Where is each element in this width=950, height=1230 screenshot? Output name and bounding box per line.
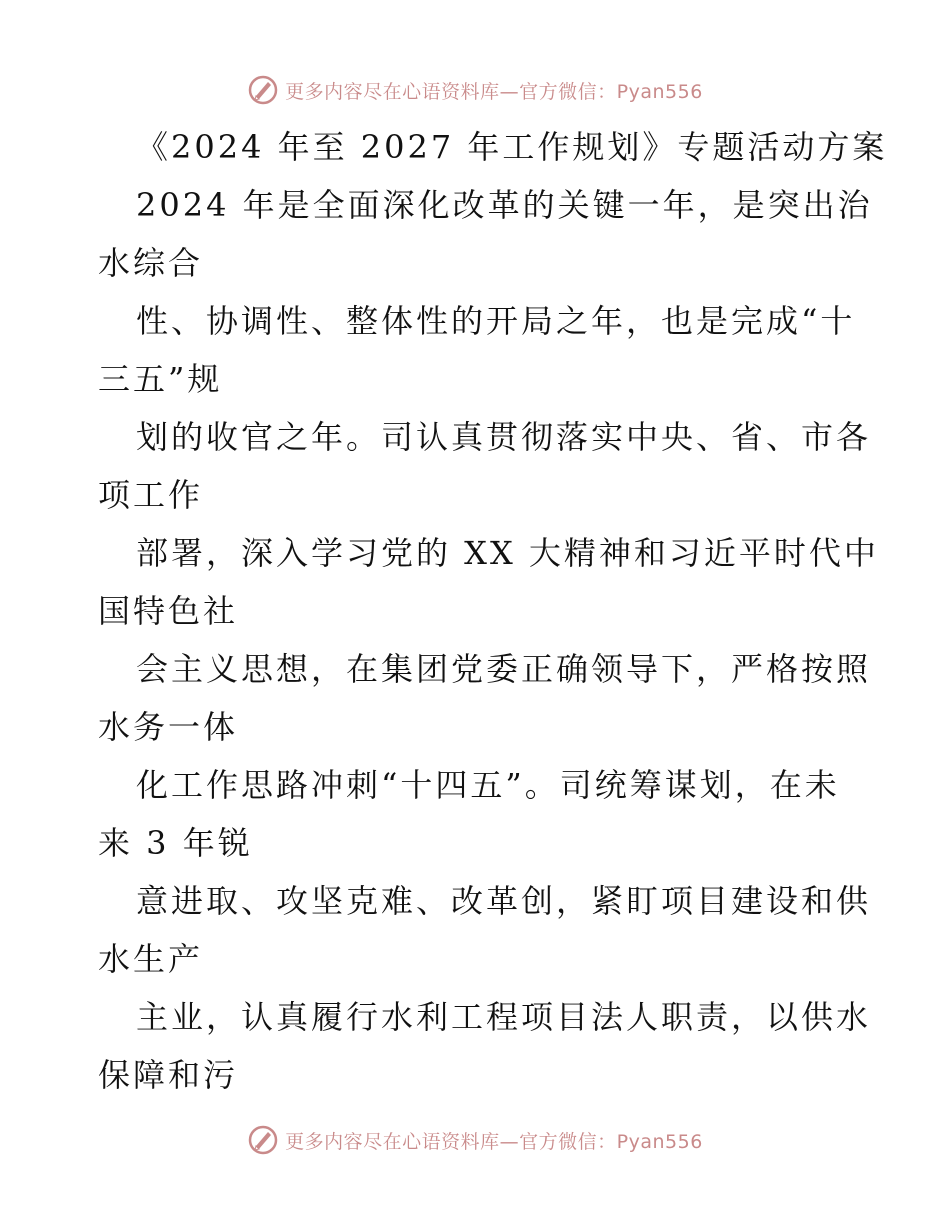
watermark-text: 更多内容尽在心语资料库—官方微信：Pyan556 — [285, 1130, 703, 1153]
document-title: 《2024 年至 2027 年工作规划》专题活动方案 — [136, 128, 888, 166]
text-line: 化工作思路冲刺“十四五”。司统筹谋划，在未 — [136, 766, 840, 804]
text-line: 三五”规 — [98, 360, 223, 398]
pen-logo-icon — [247, 74, 279, 106]
text-line: 水务一体 — [98, 708, 239, 746]
text-line: 意进取、攻坚克难、改革创，紧盯项目建设和供 — [136, 882, 872, 920]
text-line: 划的收官之年。司认真贯彻落实中央、省、市各 — [136, 418, 872, 456]
footer-watermark — [0, 1120, 950, 1160]
watermark-wechat-id: Pyan556 — [616, 1130, 703, 1153]
text-line: 国特色社 — [98, 592, 239, 630]
document-paragraph — [98, 176, 879, 1104]
header-watermark — [0, 70, 950, 110]
text-line: 水综合 — [98, 244, 204, 282]
text-line: 主业，认真履行水利工程项目法人职责，以供水 — [136, 998, 872, 1036]
text-line: 性、协调性、整体性的开局之年，也是完成“十 — [136, 302, 856, 340]
text-line: 会主义思想，在集团党委正确领导下，严格按照 — [136, 650, 872, 688]
text-line: 项工作 — [98, 476, 204, 514]
pen-logo-icon — [247, 1124, 279, 1156]
text-line: 来 3 年锐 — [98, 824, 253, 862]
watermark-text: 更多内容尽在心语资料库—官方微信：Pyan556 — [285, 80, 703, 103]
document-body — [98, 118, 888, 1104]
text-line: 部署，深入学习党的 XX 大精神和习近平时代中 — [136, 534, 879, 572]
text-line: 保障和污 — [98, 1056, 239, 1094]
text-line: 水生产 — [98, 940, 204, 978]
watermark-wechat-id: Pyan556 — [616, 80, 703, 103]
text-line: 2024 年是全面深化改革的关键一年，是突出治 — [136, 186, 873, 224]
